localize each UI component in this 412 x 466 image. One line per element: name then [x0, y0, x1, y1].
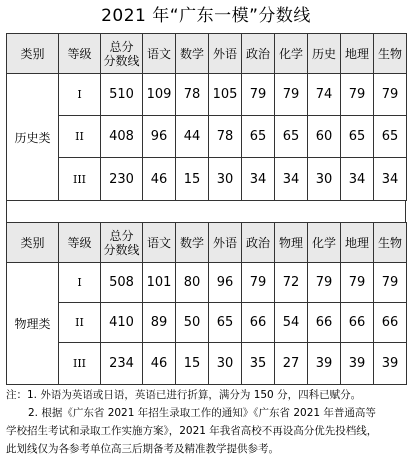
table-row	[7, 263, 407, 303]
score-cell: 27	[275, 343, 308, 385]
score-cell: 34	[275, 158, 308, 201]
score-cell: 66	[242, 303, 275, 343]
score-cell: 65	[275, 116, 308, 158]
score-cell: 65	[374, 116, 407, 158]
score-cell: 65	[341, 116, 374, 158]
score-cell: 66	[341, 303, 374, 343]
score-cell: 34	[374, 158, 407, 201]
level-cell: III	[59, 158, 101, 201]
header-chemistry: 化学	[308, 223, 341, 263]
score-cell: 410	[101, 303, 143, 343]
header-total-line1: 总分	[109, 39, 134, 54]
level-cell: II	[59, 303, 101, 343]
header-geography: 地理	[341, 223, 374, 263]
header-category: 类别	[7, 223, 59, 263]
history-header-row	[7, 34, 407, 74]
score-cell: 65	[242, 116, 275, 158]
score-cell: 65	[209, 303, 242, 343]
score-cell: 30	[209, 158, 242, 201]
score-cell: 46	[143, 158, 176, 201]
score-cell: 109	[143, 74, 176, 116]
score-cell: 234	[101, 343, 143, 385]
score-cell: 66	[308, 303, 341, 343]
header-history: 历史	[308, 34, 341, 74]
score-cell: 79	[242, 263, 275, 303]
score-cell: 79	[341, 263, 374, 303]
score-cell: 15	[176, 343, 209, 385]
score-cell: 78	[176, 74, 209, 116]
score-cell: 101	[143, 263, 176, 303]
score-cell: 54	[275, 303, 308, 343]
level-cell: III	[59, 343, 101, 385]
header-geography: 地理	[341, 34, 374, 74]
header-foreign-language: 外语	[209, 34, 242, 74]
score-cell: 89	[143, 303, 176, 343]
header-level: 等级	[59, 34, 101, 74]
header-biology: 生物	[374, 34, 407, 74]
score-cell: 105	[209, 74, 242, 116]
header-foreign-language: 外语	[209, 223, 242, 263]
header-total-line2: 分数线	[103, 242, 140, 257]
physics-score-table	[6, 222, 407, 385]
category-cell: 历史类	[7, 74, 59, 201]
footnote-line: 注：1. 外语为英语或日语，英语已进行折算，满分为 150 分，四科已赋分。	[6, 389, 362, 401]
footnote-line: 此划线仅为各参考单位高三后期备考及精准教学提供参考。	[6, 443, 279, 455]
category-cell: 物理类	[7, 263, 59, 385]
physics-header-row	[7, 223, 407, 263]
score-cell: 34	[242, 158, 275, 201]
table-row	[7, 343, 407, 385]
score-cell: 78	[209, 116, 242, 158]
score-cell: 60	[308, 116, 341, 158]
page-title: 2021 年“广东一模”分数线	[101, 6, 311, 26]
header-chemistry: 化学	[275, 34, 308, 74]
header-total-score	[101, 34, 143, 74]
footnote-line: 学校招生考试和录取工作实施方案》，2021 年我省高校不再设高分优先投档线，	[6, 425, 378, 437]
score-cell: 79	[275, 74, 308, 116]
score-cell: 34	[341, 158, 374, 201]
score-cell: 72	[275, 263, 308, 303]
score-cell: 79	[374, 74, 407, 116]
score-cell: 50	[176, 303, 209, 343]
score-cell: 79	[341, 74, 374, 116]
score-cell: 39	[374, 343, 407, 385]
table-row	[7, 74, 407, 116]
header-math: 数学	[176, 34, 209, 74]
header-politics: 政治	[242, 34, 275, 74]
score-cell: 46	[143, 343, 176, 385]
header-biology: 生物	[374, 223, 407, 263]
score-cell: 15	[176, 158, 209, 201]
table-row	[7, 303, 407, 343]
score-cell: 74	[308, 74, 341, 116]
header-politics: 政治	[242, 223, 275, 263]
score-cell: 35	[242, 343, 275, 385]
score-cell: 408	[101, 116, 143, 158]
score-cell: 39	[341, 343, 374, 385]
level-cell: II	[59, 116, 101, 158]
table-separator	[6, 200, 406, 222]
header-math: 数学	[176, 223, 209, 263]
header-total-line2: 分数线	[103, 53, 140, 68]
header-category: 类别	[7, 34, 59, 74]
header-chinese: 语文	[143, 223, 176, 263]
table-row	[7, 158, 407, 201]
score-cell: 96	[209, 263, 242, 303]
score-cell: 510	[101, 74, 143, 116]
history-score-table	[6, 33, 407, 201]
header-level: 等级	[59, 223, 101, 263]
level-cell: I	[59, 74, 101, 116]
score-cell: 39	[308, 343, 341, 385]
header-total-score	[101, 223, 143, 263]
level-cell: I	[59, 263, 101, 303]
footnote-line: 2. 根据《广东省 2021 年招生录取工作的通知》《广东省 2021 年普通高等	[28, 407, 376, 419]
header-chinese: 语文	[143, 34, 176, 74]
footnotes	[6, 386, 408, 458]
score-cell: 30	[209, 343, 242, 385]
score-cell: 66	[374, 303, 407, 343]
score-cell: 96	[143, 116, 176, 158]
score-cell: 79	[308, 263, 341, 303]
score-cell: 80	[176, 263, 209, 303]
score-cell: 30	[308, 158, 341, 201]
header-physics: 物理	[275, 223, 308, 263]
score-cell: 508	[101, 263, 143, 303]
score-cell: 79	[242, 74, 275, 116]
score-cell: 79	[374, 263, 407, 303]
score-cell: 230	[101, 158, 143, 201]
score-cell: 44	[176, 116, 209, 158]
header-total-line1: 总分	[109, 228, 134, 243]
table-row	[7, 116, 407, 158]
